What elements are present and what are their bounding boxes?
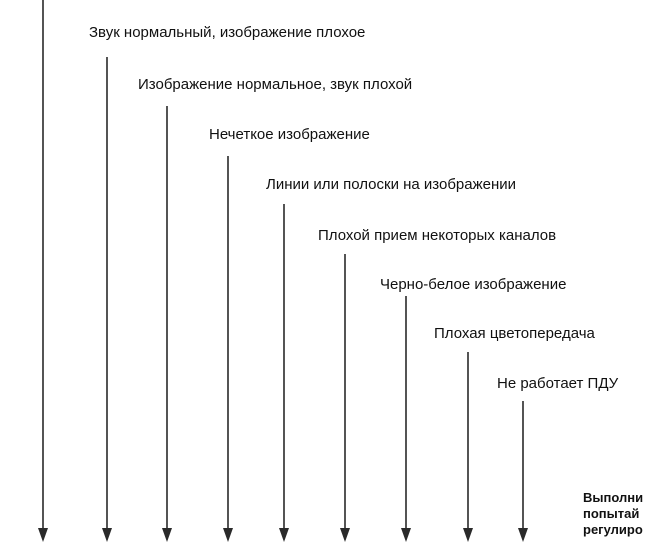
arrow-9 xyxy=(518,401,528,542)
arrow-head xyxy=(279,528,289,542)
symptom-label-8: Не работает ПДУ xyxy=(497,375,619,392)
symptom-label-6: Черно-белое изображение xyxy=(380,276,567,293)
action-line-3: регулиро xyxy=(583,522,643,537)
symptom-label-5: Плохой прием некоторых каналов xyxy=(318,227,557,244)
arrow-6 xyxy=(340,254,350,542)
symptom-label-1: Звук нормальный, изображение плохое xyxy=(89,24,366,41)
action-line-2: попытай xyxy=(583,506,640,521)
arrow-head xyxy=(38,528,48,542)
action-line-1: Выполни xyxy=(583,490,644,505)
arrow-head xyxy=(401,528,411,542)
action-text xyxy=(583,490,643,538)
symptom-label-3: Нечеткое изображение xyxy=(209,126,370,143)
arrow-3 xyxy=(162,106,172,542)
arrow-head xyxy=(340,528,350,542)
symptom-label-2: Изображение нормальное, звук плохой xyxy=(138,76,413,93)
symptom-label-4: Линии или полоски на изображении xyxy=(266,176,517,193)
arrow-4 xyxy=(223,156,233,542)
arrow-head xyxy=(162,528,172,542)
arrow-head xyxy=(463,528,473,542)
arrow-2 xyxy=(102,57,112,542)
arrow-head xyxy=(223,528,233,542)
arrow-5 xyxy=(279,204,289,542)
arrow-7 xyxy=(401,296,411,542)
symptom-label-7: Плохая цветопередача xyxy=(434,325,595,342)
arrow-8 xyxy=(463,352,473,542)
arrow-1 xyxy=(38,0,48,542)
arrow-head xyxy=(518,528,528,542)
arrow-head xyxy=(102,528,112,542)
